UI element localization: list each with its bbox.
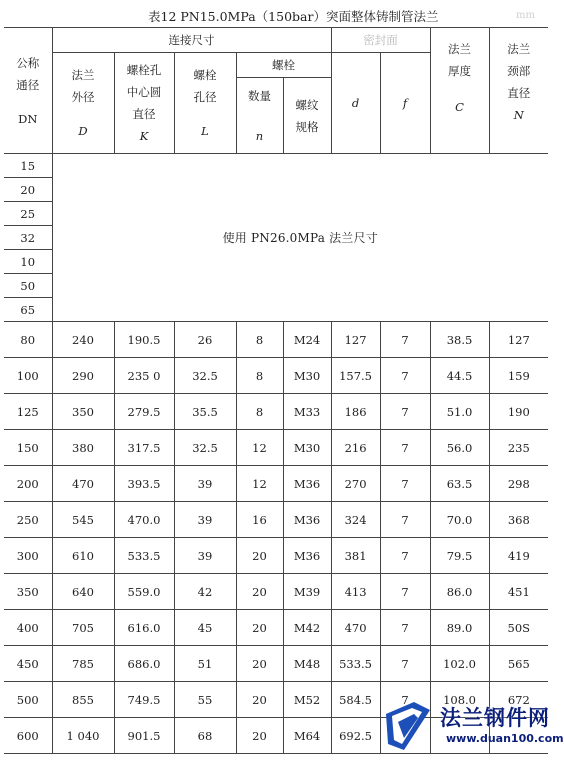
dn-cell: 25	[4, 202, 52, 226]
bolt-qty-cell: 12	[236, 466, 283, 502]
bolt-thread-cell: M33	[283, 394, 331, 430]
bolt-circle-cell: 686.0	[114, 646, 174, 682]
dn-cell: 150	[4, 430, 52, 466]
table-title: 表12 PN15.0MPa（150bar）突面整体铸制管法兰	[148, 9, 439, 24]
header-neck-line1: 法兰	[507, 42, 531, 56]
bolt-circle-cell: 279.5	[114, 394, 174, 430]
header-dn	[4, 28, 52, 154]
seal-f-cell: 7	[380, 646, 430, 682]
dn-cell: 125	[4, 394, 52, 430]
bolt-thread-cell: M48	[283, 646, 331, 682]
outer-dia-cell: 470	[52, 466, 114, 502]
dn-cell: 200	[4, 466, 52, 502]
header-seal: 密封面	[331, 28, 430, 53]
bolt-circle-cell: 470.0	[114, 502, 174, 538]
table-row	[4, 574, 548, 610]
header-bolt-thread-line1: 螺纹	[295, 97, 319, 112]
thickness-cell: 108.0	[430, 682, 489, 718]
dn-cell: 50	[4, 274, 52, 298]
bolt-circle-cell: 749.5	[114, 682, 174, 718]
bolt-circle-cell: 190.5	[114, 322, 174, 358]
bolt-qty-cell: 20	[236, 574, 283, 610]
header-bolt-thread-line2: 规格	[295, 119, 319, 134]
table-row	[4, 358, 548, 394]
seal-d-cell: 470	[331, 610, 380, 646]
thickness-cell: 89.0	[430, 610, 489, 646]
thickness-cell: 79.5	[430, 538, 489, 574]
neck-cell: 419	[489, 538, 548, 574]
neck-cell: 159	[489, 358, 548, 394]
bolt-circle-cell: 393.5	[114, 466, 174, 502]
thickness-cell: 102.0	[430, 646, 489, 682]
seal-d-cell: 270	[331, 466, 380, 502]
neck-cell: 298	[489, 466, 548, 502]
outer-dia-cell: 290	[52, 358, 114, 394]
brand-url: www.duan100.com	[446, 732, 564, 745]
unit-label: mm	[516, 10, 535, 21]
header-thickness-sym: C	[455, 100, 464, 114]
bolt-hole-cell: 39	[174, 502, 236, 538]
bolt-qty-cell: 8	[236, 358, 283, 394]
neck-cell: 565	[489, 646, 548, 682]
header-dn-line3: DN	[18, 111, 38, 126]
bolt-thread-cell: M30	[283, 358, 331, 394]
bolt-thread-cell: M36	[283, 538, 331, 574]
bolt-circle-cell: 616.0	[114, 610, 174, 646]
header-thickness	[430, 28, 489, 154]
header-neck-line3: 直径	[507, 86, 531, 100]
dn-cell: 100	[4, 358, 52, 394]
seal-d-cell: 216	[331, 430, 380, 466]
neck-cell: 127	[489, 322, 548, 358]
seal-f-cell: 7	[380, 322, 430, 358]
bolt-thread-cell: M42	[283, 610, 331, 646]
dn-cell: 65	[4, 298, 52, 322]
header-bolt-qty-sym: n	[255, 128, 264, 143]
thickness-cell: 63.5	[430, 466, 489, 502]
seal-d-cell: 157.5	[331, 358, 380, 394]
bolt-thread-cell: M39	[283, 574, 331, 610]
outer-dia-cell: 640	[52, 574, 114, 610]
dn-cell: 450	[4, 646, 52, 682]
seal-d-cell: 324	[331, 502, 380, 538]
outer-dia-cell: 350	[52, 394, 114, 430]
bolt-qty-cell: 20	[236, 682, 283, 718]
table-row	[4, 646, 548, 682]
header-thickness-line1: 法兰	[448, 42, 472, 56]
bolt-qty-cell: 12	[236, 430, 283, 466]
header-connection: 连接尺寸	[52, 28, 331, 53]
seal-d-cell: 381	[331, 538, 380, 574]
table-title-bar	[0, 0, 549, 26]
bolt-thread-cell: M64	[283, 718, 331, 754]
dn-cell: 250	[4, 502, 52, 538]
thickness-cell: 56.0	[430, 430, 489, 466]
table-row	[4, 538, 548, 574]
seal-f-cell: 7	[380, 358, 430, 394]
neck-cell: 672	[489, 682, 548, 718]
bolt-hole-cell: 39	[174, 466, 236, 502]
bolt-thread-cell: M52	[283, 682, 331, 718]
merged-note-cell: 使用 PN26.0MPa 法兰尺寸	[52, 154, 548, 322]
outer-dia-cell: 380	[52, 430, 114, 466]
thickness-cell: 38.5	[430, 322, 489, 358]
bolt-hole-cell: 32.5	[174, 358, 236, 394]
neck-cell: 190	[489, 394, 548, 430]
bolt-qty-cell: 20	[236, 610, 283, 646]
site-watermark-logo	[376, 694, 564, 771]
seal-d-cell: 584.5	[331, 682, 380, 718]
bolt-qty-cell: 20	[236, 718, 283, 754]
bolt-qty-cell: 20	[236, 538, 283, 574]
bolt-hole-cell: 35.5	[174, 394, 236, 430]
header-neck	[489, 28, 548, 154]
bolt-circle-cell: 901.5	[114, 718, 174, 754]
bolt-thread-cell: M30	[283, 430, 331, 466]
seal-d-cell: 413	[331, 574, 380, 610]
header-bolt-circle-sym: K	[139, 129, 149, 143]
outer-dia-cell: 1 040	[52, 718, 114, 754]
header-seal-f: f	[380, 53, 430, 154]
bolt-hole-cell: 55	[174, 682, 236, 718]
header-bolt-thread	[283, 78, 331, 154]
neck-cell: 235	[489, 430, 548, 466]
thickness-cell: 86.0	[430, 574, 489, 610]
dn-cell: 600	[4, 718, 52, 754]
neck-cell: 451	[489, 574, 548, 610]
seal-f-cell: 7	[380, 502, 430, 538]
table-row	[4, 610, 548, 646]
header-bolt-qty-label: 数量	[248, 88, 271, 103]
bolt-qty-cell: 8	[236, 322, 283, 358]
bolt-hole-cell: 39	[174, 538, 236, 574]
seal-f-cell: 7	[380, 538, 430, 574]
flange-dimension-table	[4, 27, 548, 754]
dn-cell: 350	[4, 574, 52, 610]
seal-f-cell: 7	[380, 682, 430, 718]
header-thickness-line2: 厚度	[448, 64, 472, 78]
header-dn-line2: 通径	[16, 77, 40, 92]
header-neck-sym: N	[513, 108, 524, 122]
header-bolt-hole-sym: L	[201, 124, 209, 138]
bolt-circle-cell: 559.0	[114, 574, 174, 610]
header-bolt-circle-line1: 螺栓孔	[126, 63, 162, 77]
bolt-hole-cell: 42	[174, 574, 236, 610]
bolt-qty-cell: 8	[236, 394, 283, 430]
seal-d-cell: 127	[331, 322, 380, 358]
header-bolt-hole-line1: 螺栓	[193, 68, 217, 82]
seal-d-cell: 533.5	[331, 646, 380, 682]
dn-cell: 20	[4, 178, 52, 202]
bolt-qty-cell: 20	[236, 646, 283, 682]
dn-cell: 32	[4, 226, 52, 250]
bolt-thread-cell: M36	[283, 466, 331, 502]
header-bolt-hole-line2: 孔径	[193, 90, 217, 104]
header-bolt-qty	[236, 78, 283, 154]
table-row	[4, 322, 548, 358]
seal-f-cell: 7	[380, 610, 430, 646]
thickness-cell: 44.5	[430, 358, 489, 394]
header-outer-dia	[52, 53, 114, 154]
outer-dia-cell: 545	[52, 502, 114, 538]
dn-cell: 15	[4, 154, 52, 178]
thickness-cell: 51.0	[430, 394, 489, 430]
bolt-circle-cell: 317.5	[114, 430, 174, 466]
header-bolt: 螺栓	[236, 53, 331, 78]
header-outer-dia-line2: 外径	[71, 90, 95, 104]
table-row	[4, 154, 548, 178]
outer-dia-cell: 240	[52, 322, 114, 358]
brand-name: 法兰钢件网	[440, 706, 550, 730]
header-seal-d: d	[331, 53, 380, 154]
bolt-circle-cell: 235 0	[114, 358, 174, 394]
bolt-hole-cell: 51	[174, 646, 236, 682]
bolt-hole-cell: 26	[174, 322, 236, 358]
table-row	[4, 466, 548, 502]
header-neck-line2: 颈部	[507, 64, 531, 78]
dn-cell: 80	[4, 322, 52, 358]
table-row	[4, 394, 548, 430]
bolt-hole-cell: 45	[174, 610, 236, 646]
seal-f-cell: 7	[380, 574, 430, 610]
bolt-thread-cell: M36	[283, 502, 331, 538]
neck-cell: 50S	[489, 610, 548, 646]
outer-dia-cell: 855	[52, 682, 114, 718]
dn-cell: 400	[4, 610, 52, 646]
outer-dia-cell: 705	[52, 610, 114, 646]
seal-f-cell: 7	[380, 466, 430, 502]
header-bolt-circle-line2: 中心圆	[126, 85, 162, 99]
header-bolt-hole	[174, 53, 236, 154]
table-row	[4, 502, 548, 538]
bolt-hole-cell: 32.5	[174, 430, 236, 466]
dn-cell: 500	[4, 682, 52, 718]
header-outer-dia-sym: D	[78, 124, 88, 138]
header-bolt-circle	[114, 53, 174, 154]
seal-f-cell: 7	[380, 430, 430, 466]
dn-cell: 300	[4, 538, 52, 574]
bolt-qty-cell: 16	[236, 502, 283, 538]
bolt-thread-cell: M24	[283, 322, 331, 358]
seal-d-cell: 692.5	[331, 718, 380, 754]
header-dn-line1: 公称	[16, 55, 40, 70]
outer-dia-cell: 785	[52, 646, 114, 682]
brand-logo-icon	[384, 700, 434, 754]
bolt-circle-cell: 533.5	[114, 538, 174, 574]
header-bolt-circle-line3: 直径	[132, 107, 156, 121]
seal-f-cell: 7	[380, 394, 430, 430]
bolt-hole-cell: 68	[174, 718, 236, 754]
seal-d-cell: 186	[331, 394, 380, 430]
dn-cell: 10	[4, 250, 52, 274]
header-outer-dia-line1: 法兰	[71, 68, 95, 82]
table-row	[4, 430, 548, 466]
outer-dia-cell: 610	[52, 538, 114, 574]
thickness-cell: 70.0	[430, 502, 489, 538]
neck-cell: 368	[489, 502, 548, 538]
